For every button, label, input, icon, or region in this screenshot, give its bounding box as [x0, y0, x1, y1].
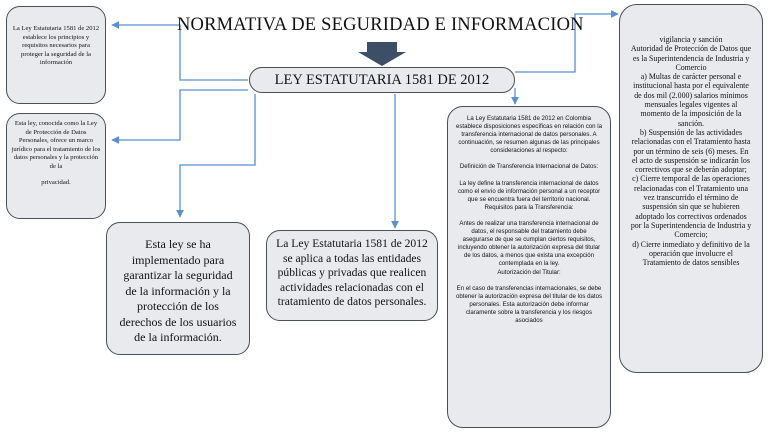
sanctions-line: vigilancia y sanción: [659, 35, 723, 44]
node-implementation: [106, 222, 250, 355]
transfer-authorization-text: En el caso de transferencias internacionales, se debe obtener la autorización expresa del titular de los datos personales. Esta autorización debe informar claramente sobre la transferencia y los riesgos asociados: [456, 284, 603, 324]
transfer-requirements-text: Antes de realizar una transferencia internacional de datos, el responsable del tratamiento debe asegurarse de que se cumplan ciertos requisitos, incluyendo obtener la autorización expresa del titular de los datos, a menos que exista una excepción contemplada en la ley.: [457, 219, 601, 268]
transfer-definition-title: Definición de Transferencia Internacional de Datos:: [459, 163, 599, 171]
node-international-transfer: [447, 106, 611, 428]
transfer-authorization-title: Autorización del Titular:: [497, 268, 561, 276]
connector-mid-left: [112, 90, 248, 140]
sanctions-line: a) Multas de carácter personal e institucional hasta por el equivalente de dos mil (2.000) salarios mínimos mensuales legales vigentes al momento de la imposición de la sanción.: [633, 72, 749, 128]
transfer-intro: La Ley Estatutaria 1581 de 2012 en Colombia establece disposiciones específicas en relación con la transferencia internacional de datos personales. A continuación, se resumen algunas de las principales consideraciones al respecto:: [456, 115, 602, 155]
node-privacy-law: [6, 113, 106, 219]
down-arrow-icon: [358, 42, 406, 66]
connector-bottom-left: [180, 94, 255, 217]
page-title: NORMATIVA DE SEGURIDAD E INFORMACION: [177, 15, 584, 35]
node-principles-text: La Ley Estatutaria 1581 de 2012 establece los principios y requisitos necesarios para proteger la seguridad de la información: [12, 25, 100, 67]
transfer-definition-text: La ley define la transferencia internacional de datos como el envío de información personal a un receptor que se encuentra fuera del territorio nacional.: [457, 179, 601, 203]
sanctions-line: d) Cierre inmediato y definitivo de la operación que involucre el Tratamiento de datos sensibles: [632, 239, 750, 268]
sanctions-line: c) Cierre temporal de las operaciones relacionadas con el Tratamiento una vez transcurrido el término de suspensión sin que se hubieren adoptado los correctivos ordenados por la Superintendencia de Industria y Comercio;: [630, 174, 752, 240]
node-sanctions: [619, 4, 763, 373]
sanctions-line: b) Suspensión de las actividades relacionadas con el Tratamiento hasta por un término de seis (6) meses. En el acto de suspensión se indicarán los correctivos que se deberán adoptar;: [631, 127, 751, 175]
node-privacy-law-text: Esta ley, conocida como la Ley de Protección de Datos Personales, ofrece un marco jurídico para el tratamiento de los datos personales y la protección de la: [11, 120, 101, 170]
transfer-requirements-title: Requisitos para la Transferencia:: [484, 203, 574, 211]
node-scope-text: La Ley Estatutaria 1581 de 2012 se aplica a todas las entidades públicas y privadas que realicen actividades relacionadas con el tratamiento de datos personales.: [276, 237, 428, 309]
node-principles: [6, 6, 106, 104]
central-node: LEY ESTATUTARIA 1581 DE 2012: [249, 67, 515, 93]
node-scope: [266, 230, 438, 321]
node-privacy-law-text-end: privacidad.: [41, 178, 71, 186]
sanctions-line: Autoridad de Protección de Datos que es la Superintendencia de Industria y Comercio: [630, 44, 752, 72]
node-implementation-text: Esta ley se ha implementado para garantizar la seguridad de la información y la protección de los derechos de los usuarios de la información.: [119, 237, 237, 344]
